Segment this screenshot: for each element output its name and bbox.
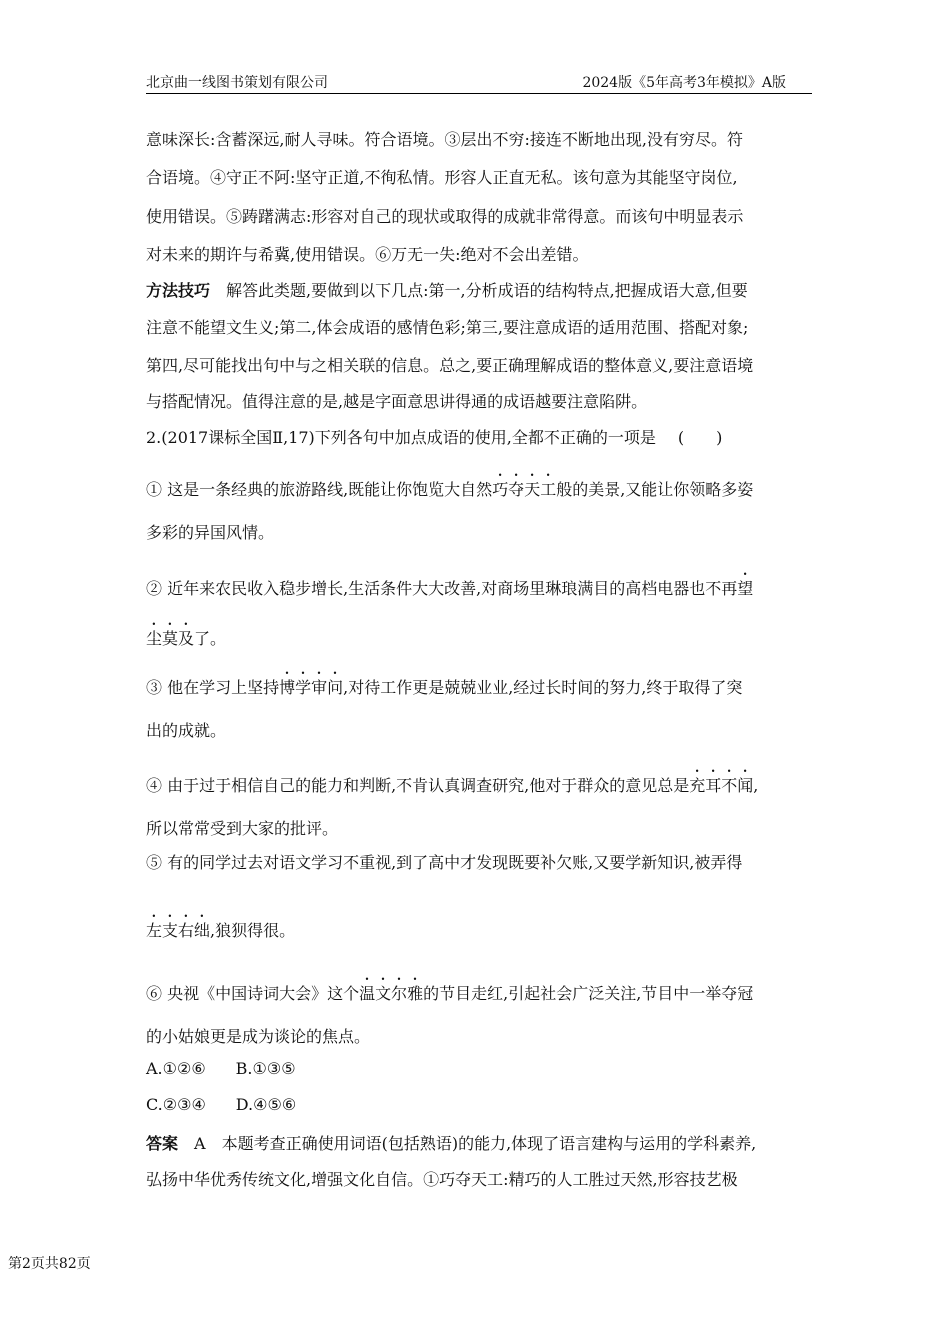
question-text: 2.(2017课标全国Ⅱ,17)下列各句中加点成语的使用,全都不正确的一项是 — [146, 428, 656, 447]
method-line: 解答此类题,要做到以下几点:第一,分析成语的结构特点,把握成语大意,但要 — [226, 281, 748, 300]
answer-bracket: ( ) — [677, 428, 723, 447]
page-number: 第2页共82页 — [8, 1256, 91, 1272]
dotted-idiom: 巧夺天工 — [492, 480, 557, 499]
explanation-line: 使用错误。⑤踌躇满志:形容对自己的现状或取得的成就非常得意。而该句中明显表示 — [146, 207, 744, 226]
sentence-text: ④ 由于过于相信自己的能力和判断,不肯认真调查研究,他对于群众的意见总是 — [146, 776, 690, 795]
answer-text: 本题考查正确使用词语(包括熟语)的能力,体现了语言建构与运用的学科素养, — [221, 1134, 757, 1153]
answer-label: 答案 — [146, 1134, 179, 1153]
method-line: 第四,尽可能找出句中与之相关联的信息。总之,要正确理解成语的整体意义,要注意语境 — [146, 356, 754, 375]
sentence-5 — [146, 850, 742, 873]
explanation-line: 对未来的期许与希冀,使用错误。⑥万无一失:绝对不会出差错。 — [146, 245, 589, 264]
method-label: 方法技巧 — [146, 281, 211, 300]
explanation-line: 合语境。④守正不阿:坚守正道,不徇私情。形容人正直无私。该句意为其能坚守岗位, — [146, 168, 738, 187]
dotted-idiom: 充耳不闻 — [689, 776, 754, 795]
sentence-line: 的小姑娘更是成为谈论的焦点。 — [146, 1027, 371, 1046]
sentence-3 — [146, 669, 742, 698]
option-c: C.②③④ — [146, 1095, 206, 1114]
sentence-2 — [146, 570, 753, 599]
sentence-line: 出的成就。 — [146, 721, 227, 740]
option-d: D.④⑤⑥ — [235, 1095, 297, 1114]
dotted-idiom: 温文尔雅 — [359, 984, 424, 1003]
options-row-1 — [146, 1059, 296, 1078]
answer-line — [146, 1131, 756, 1154]
sentence-text: , — [753, 776, 759, 795]
sentence-2-cont — [146, 620, 226, 649]
sentence-text: ,狼狈得很。 — [210, 921, 296, 940]
answer-text: 弘扬中华优秀传统文化,增强文化自信。①巧夺天工:精巧的人工胜过天然,形容技艺极 — [146, 1170, 738, 1189]
sentence-text: ② 近年来农民收入稳步增长,生活条件大大改善,对商场里琳琅满目的高档电器也不再 — [146, 579, 738, 598]
header-divider — [146, 93, 812, 94]
method-tips — [146, 278, 748, 301]
dotted-idiom: 望 — [737, 579, 754, 598]
sentence-text: 了。 — [194, 629, 227, 648]
question-stem — [146, 425, 722, 448]
header-publisher: 北京曲一线图书策划有限公司 — [146, 75, 328, 91]
options-row-2 — [146, 1095, 296, 1114]
option-a: A.①②⑥ — [146, 1059, 206, 1078]
sentence-6 — [146, 975, 753, 1004]
sentence-text: ③ 他在学习上坚持 — [146, 678, 280, 697]
sentence-text: ① 这是一条经典的旅游路线,既能让你饱览大自然 — [146, 480, 493, 499]
sentence-line: 所以常常受到大家的批评。 — [146, 819, 339, 838]
answer-letter: A — [194, 1134, 206, 1153]
sentence-text: ⑤ 有的同学过去对语文学习不重视,到了高中才发现既要补欠账,又要学新知识,被弄得 — [146, 853, 743, 872]
dotted-idiom: 博学审问 — [279, 678, 344, 697]
sentence-line: 多彩的异国风情。 — [146, 523, 275, 542]
sentence-text: 的节目走红,引起社会广泛关注,节目中一举夺冠 — [423, 984, 754, 1003]
sentence-text: ⑥ 央视《中国诗词大会》这个 — [146, 984, 360, 1003]
sentence-5-cont — [146, 912, 295, 941]
method-line: 与搭配情况。值得注意的是,越是字面意思讲得通的成语越要注意陷阱。 — [146, 392, 648, 411]
method-line: 注意不能望文生义;第二,体会成语的感情色彩;第三,要注意成语的适用范围、搭配对象; — [146, 318, 749, 337]
sentence-4 — [146, 767, 758, 796]
dotted-idiom: 尘莫及 — [146, 629, 195, 648]
dotted-idiom: 左支右绌 — [146, 921, 211, 940]
sentence-text: 般的美景,又能让你领略多姿 — [556, 480, 754, 499]
explanation-line: 意味深长:含蓄深远,耐人寻味。符合语境。③层出不穷:接连不断地出现,没有穷尽。符 — [146, 130, 743, 149]
header-book-title: 2024版《5年高考3年模拟》A版 — [582, 75, 786, 91]
sentence-1 — [146, 471, 753, 500]
option-b: B.①③⑤ — [235, 1059, 296, 1078]
sentence-text: ,对待工作更是兢兢业业,经过长时间的努力,终于取得了突 — [343, 678, 743, 697]
